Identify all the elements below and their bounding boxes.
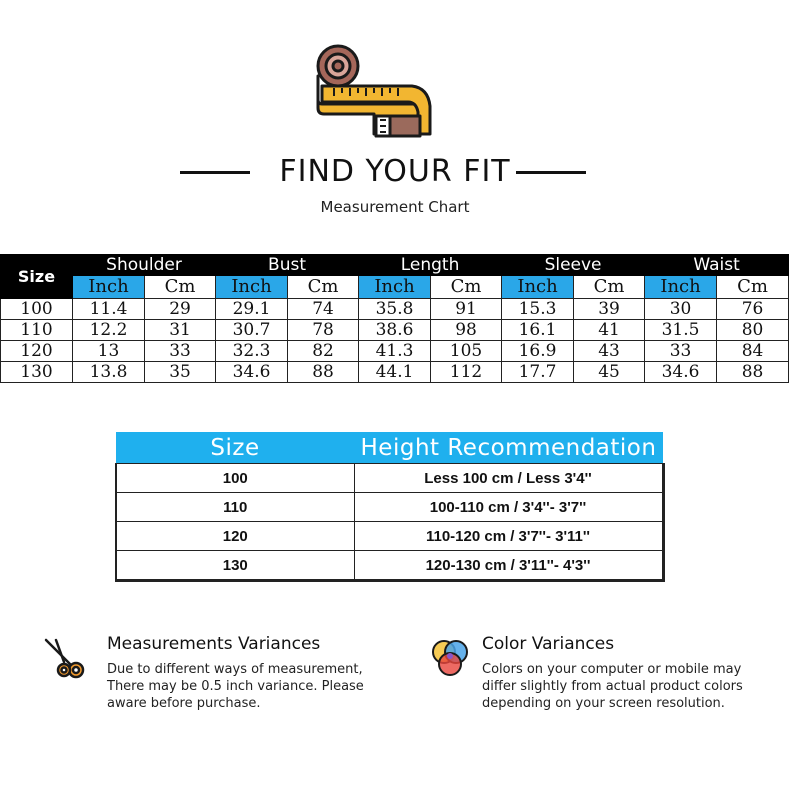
measurement-variance-text: [107, 661, 364, 712]
table-cell: 34.6: [645, 362, 717, 383]
table-cell: 17.7: [502, 362, 574, 383]
unit-inch: Inch: [216, 276, 288, 299]
height-recommendation-header: Height Recommendation: [354, 432, 663, 464]
unit-inch: Inch: [359, 276, 431, 299]
table-cell: 91: [431, 299, 502, 320]
note-line: Colors on your computer or mobile may: [482, 662, 742, 677]
height-value-cell: 100-110 cm / 3'4''- 3'7'': [354, 493, 663, 522]
table-row: [116, 551, 663, 581]
unit-inch: Inch: [502, 276, 574, 299]
table-cell: 11.4: [73, 299, 145, 320]
height-size-cell: 130: [116, 551, 354, 581]
table-cell: 43: [574, 341, 645, 362]
unit-inch: Inch: [73, 276, 145, 299]
measurement-variance-title: Measurements Variances: [107, 634, 321, 654]
note-line: There may be 0.5 inch variance. Please: [107, 679, 364, 694]
table-row: [1, 362, 789, 383]
unit-cm: Cm: [717, 276, 789, 299]
table-cell: 105: [431, 341, 502, 362]
table-row: [1, 341, 789, 362]
table-cell: 13: [73, 341, 145, 362]
table-cell: 41: [574, 320, 645, 341]
table-cell: 29: [145, 299, 216, 320]
height-value-cell: 110-120 cm / 3'7''- 3'11'': [354, 522, 663, 551]
bust-header: Bust: [216, 255, 359, 276]
table-cell: 78: [288, 320, 359, 341]
height-value-cell: 120-130 cm / 3'11''- 4'3'': [354, 551, 663, 581]
note-line: differ slightly from actual product colors: [482, 679, 743, 694]
group-header-row: [1, 255, 789, 276]
color-variance-title: Color Variances: [482, 634, 615, 654]
unit-cm: Cm: [574, 276, 645, 299]
color-circles-icon: [428, 636, 472, 680]
table-cell: 12.2: [73, 320, 145, 341]
table-cell: 45: [574, 362, 645, 383]
table-row: [116, 464, 663, 493]
table-cell: 74: [288, 299, 359, 320]
page-title: FIND YOUR FIT: [279, 154, 511, 189]
height-value-cell: Less 100 cm / Less 3'4'': [354, 464, 663, 493]
table-cell: 33: [145, 341, 216, 362]
height-size-header: Size: [116, 432, 354, 464]
note-line: depending on your screen resolution.: [482, 696, 725, 711]
table-cell: 32.3: [216, 341, 288, 362]
table-cell: 30: [645, 299, 717, 320]
size-cell: 110: [1, 320, 73, 341]
height-size-cell: 120: [116, 522, 354, 551]
note-line: aware before purchase.: [107, 696, 261, 711]
sleeve-header: Sleeve: [502, 255, 645, 276]
size-cell: 120: [1, 341, 73, 362]
height-recommendation-table: [115, 432, 665, 582]
table-cell: 31: [145, 320, 216, 341]
size-cell: 130: [1, 362, 73, 383]
table-cell: 76: [717, 299, 789, 320]
table-row: [1, 299, 789, 320]
table-cell: 80: [717, 320, 789, 341]
unit-cm: Cm: [431, 276, 502, 299]
table-cell: 16.1: [502, 320, 574, 341]
tape-measure-icon: [312, 42, 434, 140]
size-header: Size: [1, 255, 73, 299]
note-line: Due to different ways of measurement,: [107, 662, 363, 677]
table-cell: 39: [574, 299, 645, 320]
unit-header-row: [1, 276, 789, 299]
table-cell: 82: [288, 341, 359, 362]
table-cell: 98: [431, 320, 502, 341]
table-cell: 15.3: [502, 299, 574, 320]
unit-inch: Inch: [645, 276, 717, 299]
table-cell: 88: [717, 362, 789, 383]
table-cell: 84: [717, 341, 789, 362]
table-cell: 34.6: [216, 362, 288, 383]
page-subtitle: Measurement Chart: [320, 198, 470, 216]
title-row: [0, 150, 790, 194]
shoulder-header: Shoulder: [73, 255, 216, 276]
table-row: [116, 493, 663, 522]
title-right-rule: [516, 171, 586, 174]
table-cell: 35.8: [359, 299, 431, 320]
scissors-icon: [42, 636, 86, 680]
table-cell: 13.8: [73, 362, 145, 383]
length-header: Length: [359, 255, 502, 276]
color-variance-text: [482, 661, 743, 712]
table-cell: 31.5: [645, 320, 717, 341]
size-cell: 100: [1, 299, 73, 320]
unit-cm: Cm: [288, 276, 359, 299]
table-cell: 112: [431, 362, 502, 383]
table-cell: 44.1: [359, 362, 431, 383]
table-cell: 33: [645, 341, 717, 362]
table-row: [116, 522, 663, 551]
table-cell: 35: [145, 362, 216, 383]
table-row: [1, 320, 789, 341]
table-cell: 16.9: [502, 341, 574, 362]
unit-cm: Cm: [145, 276, 216, 299]
table-cell: 41.3: [359, 341, 431, 362]
height-header-row: [116, 432, 663, 464]
measurement-table: [0, 254, 789, 383]
table-cell: 38.6: [359, 320, 431, 341]
height-size-cell: 110: [116, 493, 354, 522]
table-cell: 29.1: [216, 299, 288, 320]
height-size-cell: 100: [116, 464, 354, 493]
table-cell: 88: [288, 362, 359, 383]
table-cell: 30.7: [216, 320, 288, 341]
waist-header: Waist: [645, 255, 789, 276]
